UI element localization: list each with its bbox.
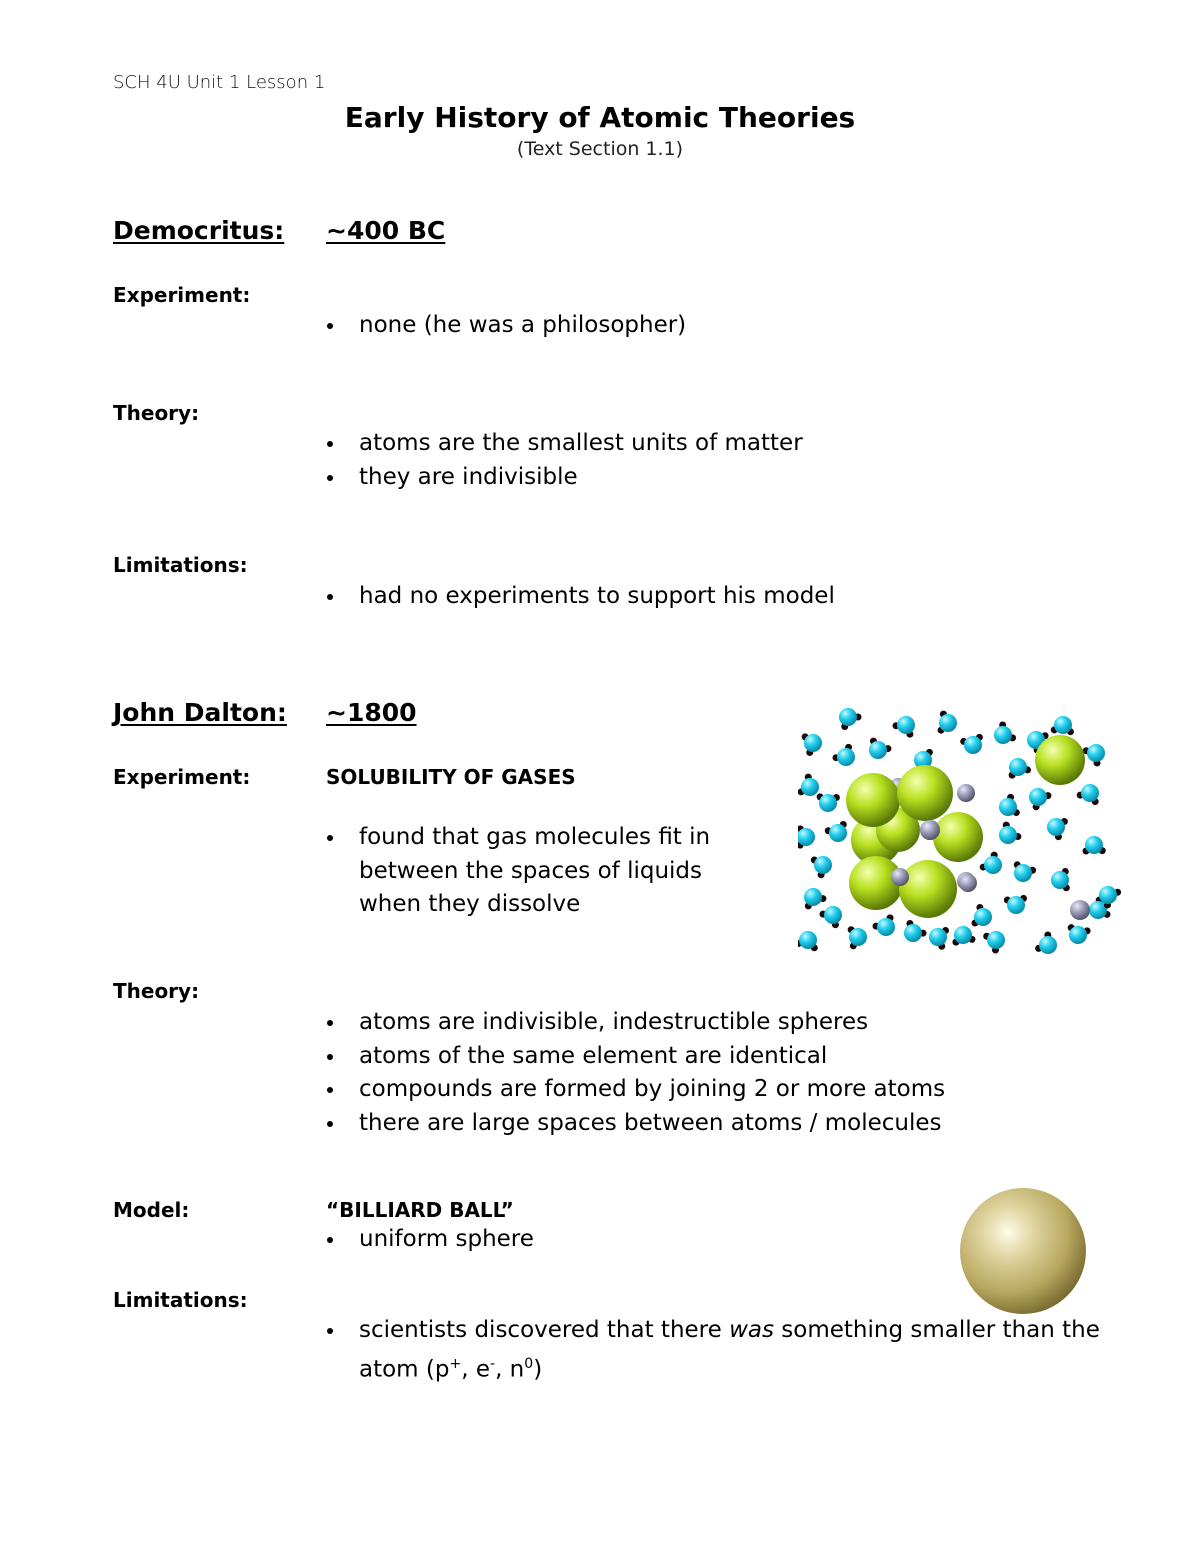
- water-molecule: [799, 931, 817, 949]
- water-molecule: [819, 794, 837, 812]
- democritus-limitations-list: [326, 580, 835, 614]
- billiard-ball-image: [956, 1184, 1090, 1318]
- water-molecule: [1047, 818, 1065, 836]
- electron-charge: -: [490, 1355, 496, 1372]
- water-molecule: [801, 778, 819, 796]
- water-molecule: [999, 798, 1017, 816]
- dalton-model-title: “BILLIARD BALL”: [326, 1198, 514, 1222]
- experiment-line: when they dissolve: [359, 891, 581, 917]
- water-molecule: [798, 828, 815, 846]
- water-molecule: [824, 906, 842, 924]
- dalton-limitations-label: Limitations:: [113, 1288, 248, 1312]
- limitation-emphasis: was: [729, 1317, 774, 1343]
- water-molecule: [904, 924, 922, 942]
- water-molecule: [929, 928, 947, 946]
- dalton-experiment-title: SOLUBILITY OF GASES: [326, 765, 576, 789]
- water-molecule: [1007, 896, 1025, 914]
- water-molecule: [987, 931, 1005, 949]
- water-molecule: [974, 908, 992, 926]
- water-molecule: [1087, 744, 1105, 762]
- dalton-limitations-list: [326, 1314, 1106, 1387]
- democritus-heading-name: Democritus:: [113, 216, 285, 245]
- dalton-theory-list: [326, 1006, 945, 1140]
- water-molecule: [839, 708, 857, 726]
- limitation-text: something smaller than the atom (p: [359, 1317, 1100, 1383]
- water-molecule: [1099, 886, 1117, 904]
- water-molecule: [849, 928, 867, 946]
- dalton-experiment-label: Experiment:: [113, 765, 251, 789]
- water-molecule: [999, 826, 1017, 844]
- limitation-text: scientists discovered that there: [359, 1317, 730, 1343]
- water-molecule: [869, 741, 887, 759]
- list-item: none (he was a philosopher): [326, 309, 686, 343]
- water-molecule: [1029, 788, 1047, 806]
- course-header: SCH 4U Unit 1 Lesson 1: [113, 72, 326, 93]
- proton-charge: +: [449, 1355, 462, 1372]
- page-subtitle: (Text Section 1.1): [516, 138, 684, 160]
- list-item: there are large spaces between atoms / molecules: [326, 1107, 945, 1141]
- democritus-experiment-label: Experiment:: [113, 283, 251, 307]
- water-molecule: [829, 824, 847, 842]
- water-molecule: [804, 888, 822, 906]
- democritus-experiment-list: [326, 309, 686, 343]
- water-molecule: [1009, 758, 1027, 776]
- list-item: compounds are formed by joining 2 or more atoms: [326, 1073, 945, 1107]
- water-molecule: [984, 856, 1002, 874]
- water-molecule: [837, 748, 855, 766]
- list-item: atoms are the smallest units of matter: [326, 427, 803, 461]
- water-molecule: [1051, 871, 1069, 889]
- democritus-limitations-label: Limitations:: [113, 553, 248, 577]
- neutron-charge: 0: [524, 1355, 534, 1372]
- water-molecule: [994, 726, 1012, 744]
- list-item: had no experiments to support his model: [326, 580, 835, 614]
- list-item: atoms are indivisible, indestructible spheres: [326, 1006, 945, 1040]
- dalton-model-list: [326, 1223, 534, 1257]
- democritus-heading-date: ~400 BC: [326, 216, 446, 245]
- dalton-theory-label: Theory:: [113, 979, 200, 1003]
- dalton-heading-date: ~1800: [326, 698, 417, 727]
- water-molecule: [1014, 864, 1032, 882]
- democritus-theory-label: Theory:: [113, 401, 200, 425]
- list-item: [326, 1314, 1106, 1387]
- water-molecule: [1085, 836, 1103, 854]
- experiment-line: between the spaces of liquids: [359, 857, 703, 884]
- page-title: Early History of Atomic Theories: [344, 101, 856, 134]
- water-molecule: [1081, 784, 1099, 802]
- dalton-heading-name: John Dalton:: [113, 698, 287, 727]
- water-molecule: [877, 918, 895, 936]
- water-molecule: [1054, 716, 1072, 734]
- list-item: atoms of the same element are identical: [326, 1040, 945, 1074]
- list-item: uniform sphere: [326, 1223, 534, 1257]
- water-molecule: [804, 734, 822, 752]
- solubility-illustration: [798, 705, 1123, 960]
- water-molecule: [939, 714, 957, 732]
- list-item: they are indivisible: [326, 461, 803, 495]
- limitation-text: ): [533, 1356, 543, 1383]
- water-molecule: [1069, 926, 1087, 944]
- list-item: [326, 821, 710, 922]
- water-molecule: [954, 926, 972, 944]
- water-molecule: [964, 736, 982, 754]
- water-molecule: [814, 856, 832, 874]
- water-molecule: [1039, 936, 1057, 954]
- water-molecule: [897, 716, 915, 734]
- limitation-text: , e: [461, 1356, 490, 1383]
- dalton-experiment-list: [326, 821, 710, 922]
- democritus-theory-list: [326, 427, 803, 494]
- limitation-text: , n: [495, 1356, 525, 1383]
- experiment-line: found that gas molecules fit in: [359, 824, 711, 850]
- dalton-model-label: Model:: [113, 1198, 190, 1222]
